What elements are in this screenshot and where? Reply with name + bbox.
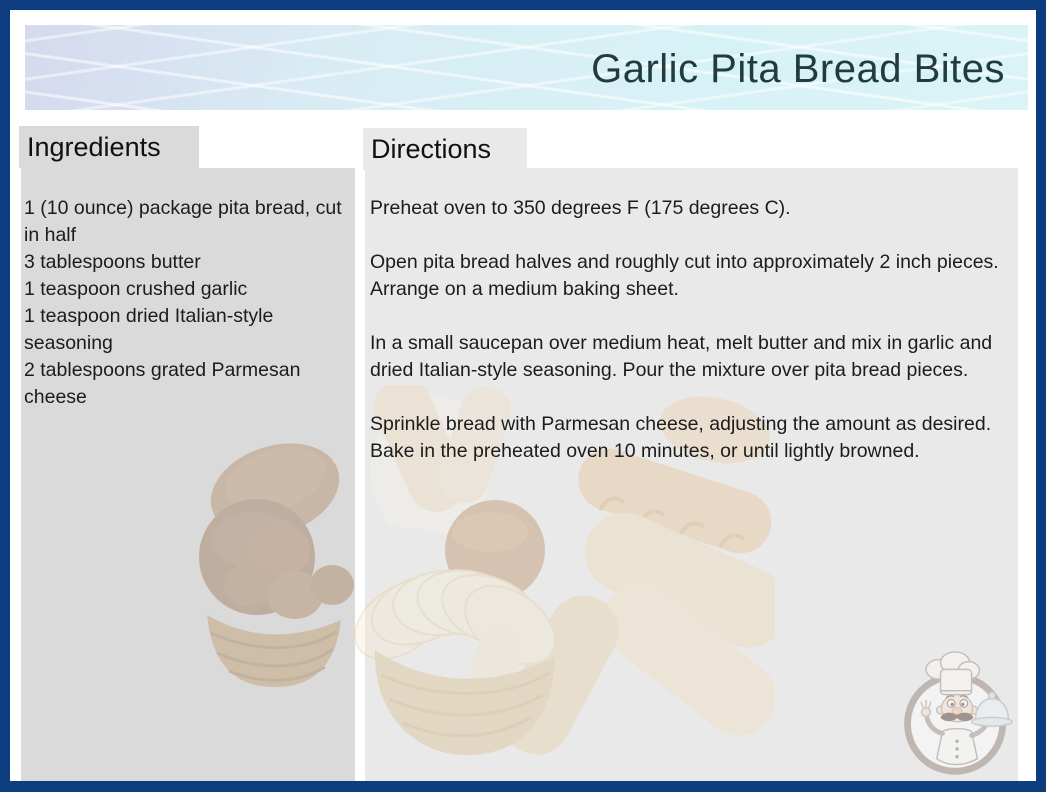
page-title: Garlic Pita Bread Bites [591,47,1005,91]
direction-step: Preheat oven to 350 degrees F (175 degrees C). [370,197,791,219]
ingredient-item: 1 (10 ounce) package pita bread, cut in half [24,197,342,246]
ingredient-item: 1 teaspoon dried Italian-style seasoning [24,305,274,354]
ingredients-heading: Ingredients [27,131,161,162]
direction-step: In a small saucepan over medium heat, melt butter and mix in garlic and dried Italian-style seasoning. Pour the mixture over pita bread pieces. [370,332,993,381]
directions-heading: Directions [371,133,492,164]
directions-heading-box [363,128,527,170]
title-banner [25,25,1028,110]
ingredient-item: 2 tablespoons grated Parmesan cheese [24,359,301,408]
ingredients-heading-box [19,126,199,168]
ingredient-item: 3 tablespoons butter [24,251,201,273]
direction-step: Open pita bread halves and roughly cut into approximately 2 inch pieces. Arrange on a medium baking sheet. [370,251,999,300]
ingredient-item: 1 teaspoon crushed garlic [24,278,248,300]
recipe-page-inner [10,10,1036,781]
chef-badge-icon [898,650,1018,781]
direction-step: Sprinkle bread with Parmesan cheese, adjusting the amount as desired. Bake in the preheated oven 10 minutes, or until lightly browned. [370,413,992,462]
